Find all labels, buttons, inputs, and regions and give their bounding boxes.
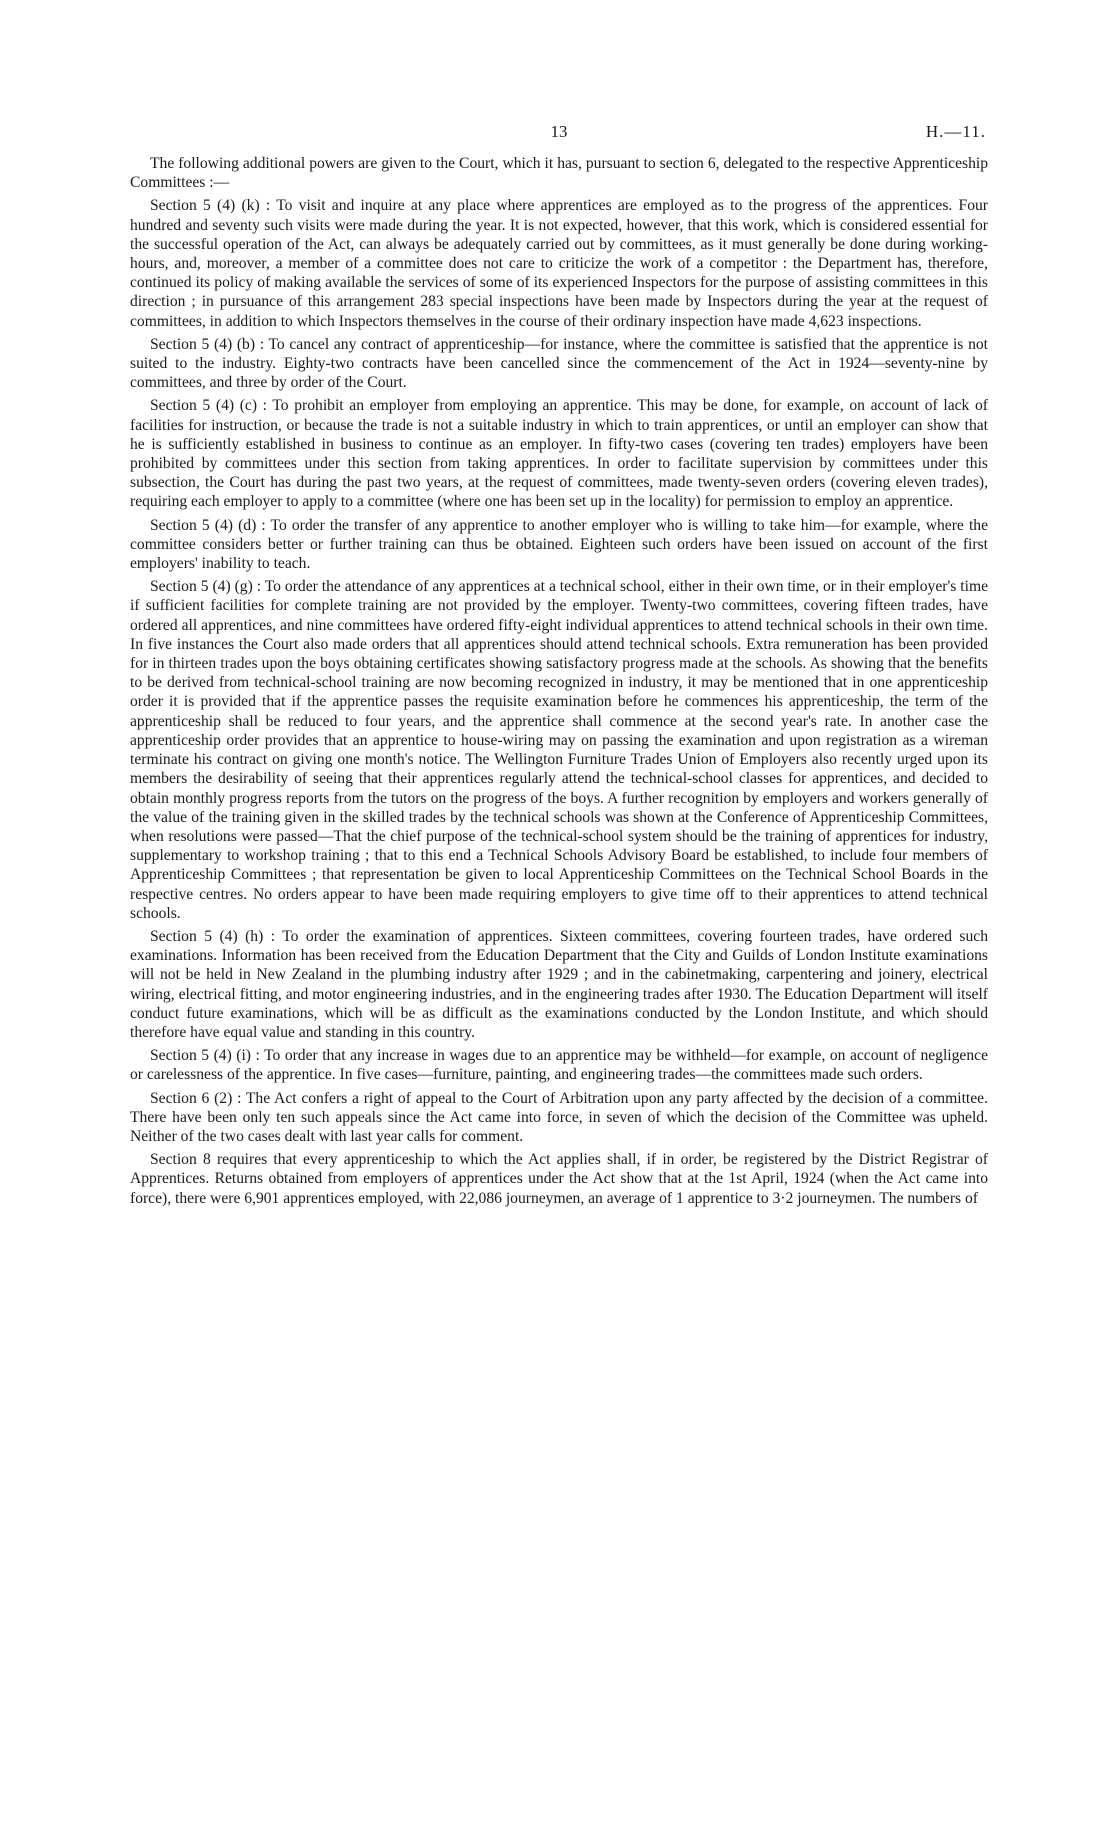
paragraph-section-8: Section 8 requires that every apprenticeship to which the Act applies shall, if in order, be registered by the District Registrar of Apprentices. Returns obtained from employers of apprentices under the Act show that at the 1st April, 1924 (when the Act came into force), there were 6,901 apprentices employed, with 22,086 journeymen, an average of 1 apprentice to 3·2 journeymen. The numbers of xyxy=(130,1151,988,1207)
paragraph-section-5-4-g: Section 5 (4) (g) : To order the attendance of any apprentices at a technical school, either in their own time, or in their employer's time if sufficient facilities for complete training are not provided by the employer. Twenty-two committees, covering fifteen trades, have ordered all apprentices, and nine committees have ordered fifty-eight individual apprentices to attend technical schools in their own time. In five instances the Court also made orders that all apprentices should attend technical schools. Extra remuneration has been provided for in thirteen trades upon the boys obtaining certificates showing satisfactory progress made at the schools. As showing that the benefits to be derived from technical-school training are now becoming recognized in industry, it may be mentioned that in one apprenticeship order it is provided that if the apprentice passes the requisite examination before he commences his apprenticeship, the term of the apprenticeship shall be reduced to four years, and the apprentice shall commence at the second year's rate. In another case the apprenticeship order provides that an apprentice to house-wiring may on passing the examination and upon registration as a wireman terminate his contract on giving one month's notice. The Wellington Furniture Trades Union of Employers also recently urged upon its members the desirability of seeing that their apprentices regularly attend the technical-school classes for apprentices, and decided to obtain monthly progress reports from the tutors on the progress of the boys. A further recognition by employers and workers generally of the value of the training given in the skilled trades by the technical schools was shown at the Conference of Apprenticeship Committees, when resolutions were passed—That the chief purpose of the technical-school system should be the training of apprentices for industry, supplementary to workshop training ; that to this end a Technical Schools Advisory Board be established, to include four members of Apprenticeship Committees ; that representation be given to local Apprenticeship Committees on the Technical School Boards in the respective centres. No orders appear to have been made requiring employers to give time off to their apprentices to attend technical schools. xyxy=(130,578,988,922)
paragraph-section-5-4-i: Section 5 (4) (i) : To order that any increase in wages due to an apprentice may be withheld—for example, on account of negligence or carelessness of the apprentice. In five cases—furniture, painting, and engineering trades—the committees made such orders. xyxy=(130,1047,988,1084)
document-page xyxy=(130,118,988,1212)
paragraph-section-5-4-b: Section 5 (4) (b) : To cancel any contract of apprenticeship—for instance, where the committee is satisfied that the apprentice is not suited to the industry. Eighty-two contracts have been cancelled since the commencement of the Act in 1924—seventy-nine by committees, and three by order of the Court. xyxy=(130,335,988,392)
paragraph-section-5-4-h: Section 5 (4) (h) : To order the examination of apprentices. Sixteen committees, covering fourteen trades, have ordered such examinations. Information has been received from the Education Department that the City and Guilds of London Institute examinations will not be held in New Zealand in the plumbing industry after 1929 ; and in the cabinetmaking, carpentering and joinery, electrical wiring, electrical fitting, and motor engineering industries, and in the engineering trades after 1930. The Education Department will itself conduct future examinations, which will be as difficult as the examinations conducted by the London Institute, and which should therefore have equal value and standing in this country. xyxy=(130,927,988,1041)
body-text xyxy=(130,154,988,1208)
paragraph-section-5-4-k: Section 5 (4) (k) : To visit and inquire at any place where apprentices are employed as to the progress of the apprentices. Four hundred and seventy such visits were made during the year. It is not expected, however, that this work, which is considered essential for the successful operation of the Act, can always be adequately carried out by committees, as it must generally be done during working-hours, and, moreover, a member of a committee does not care to criticize the work of a competitor : the Department has, therefore, continued its policy of making available the services of some of its experienced Inspectors for the purpose of assisting committees in this direction ; in pursuance of this arrangement 283 special inspections have been made by Inspectors during the year at the request of committees, in addition to which Inspectors themselves in the course of their ordinary inspection have made 4,623 inspections. xyxy=(130,197,988,330)
paragraph-section-6-2: Section 6 (2) : The Act confers a right of appeal to the Court of Arbitration upon any party affected by the decision of a committee. There have been only ten such appeals since the Act came into force, in seven of which the decision of the Committee was upheld. Neither of the two cases dealt with last year calls for comment. xyxy=(130,1089,988,1145)
paragraph-section-5-4-d: Section 5 (4) (d) : To order the transfer of any apprentice to another employer who is willing to take him—for example, where the committee considers better or further training can thus be obtained. Eighteen such orders have been issued on account of the first employers' inability to teach. xyxy=(130,516,988,573)
page-header xyxy=(130,118,988,154)
document-reference: H.—11. xyxy=(925,122,986,141)
page-number: 13 xyxy=(550,122,568,141)
paragraph-section-5-4-c: Section 5 (4) (c) : To prohibit an employer from employing an apprentice. This may be done, for example, on account of lack of facilities for instruction, or because the trade is not a suitable industry in which to train apprentices, or until an employer can show that he is sufficiently established in business to continue as an employer. In fifty-two cases (covering ten trades) employers have been prohibited by committees under this section from taking apprentices. In order to facilitate supervision by committees under this subsection, the Court has during the past two years, at the request of committees, made twenty-seven orders (covering eleven trades), requiring each employer to apply to a committee (where one has been set up in the locality) for permission to employ an apprentice. xyxy=(130,397,988,511)
paragraph-intro: The following additional powers are given to the Court, which it has, pursuant to section 6, delegated to the respective Apprenticeship Committees :— xyxy=(130,155,988,192)
